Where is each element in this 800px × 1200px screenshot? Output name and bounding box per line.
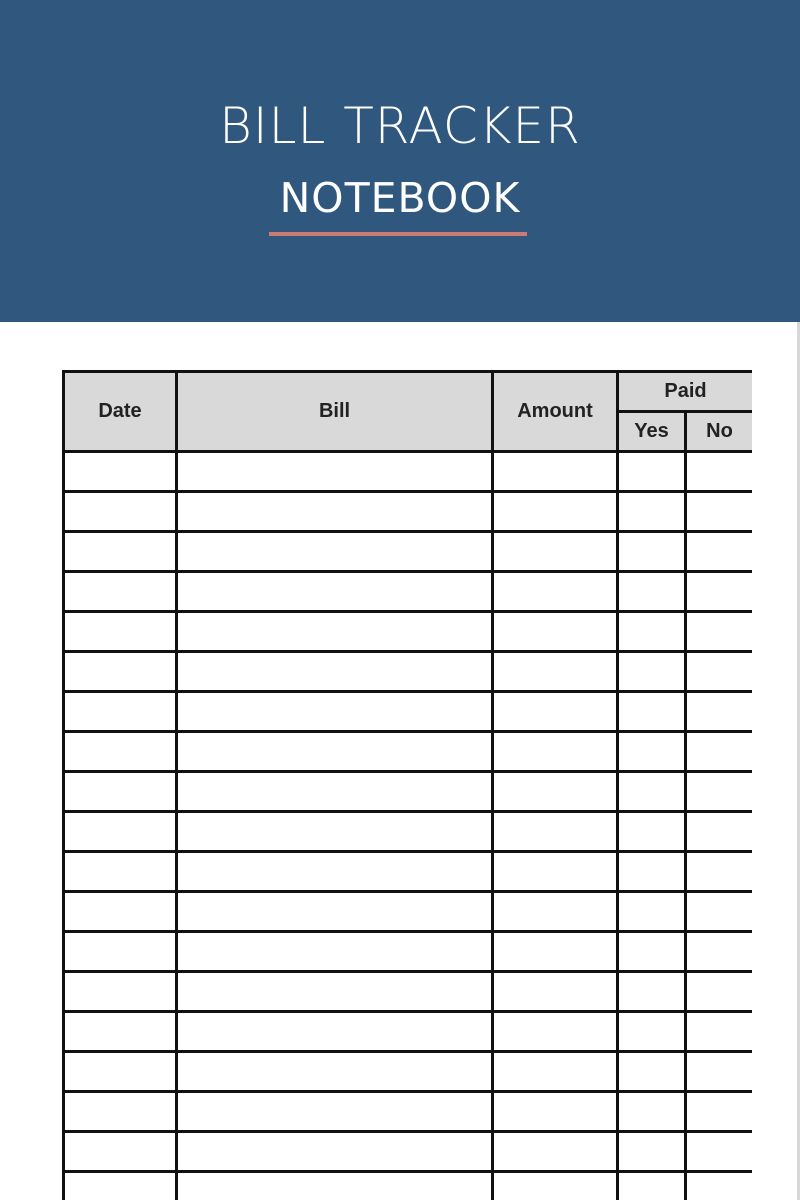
bill-cell[interactable] bbox=[177, 1092, 493, 1132]
paid-no-cell[interactable] bbox=[686, 1132, 753, 1172]
bill-cell[interactable] bbox=[177, 652, 493, 692]
paid-yes-cell[interactable] bbox=[618, 612, 686, 652]
ledger-row bbox=[64, 612, 753, 652]
date-cell[interactable] bbox=[64, 932, 177, 972]
ledger-row bbox=[64, 812, 753, 852]
bill-cell[interactable] bbox=[177, 1172, 493, 1200]
ledger-row bbox=[64, 732, 753, 772]
cover-title: BILL TRACKER bbox=[219, 97, 581, 155]
amount-cell[interactable] bbox=[493, 1052, 618, 1092]
amount-cell[interactable] bbox=[493, 1132, 618, 1172]
ledger-row bbox=[64, 972, 753, 1012]
amount-cell[interactable] bbox=[493, 772, 618, 812]
bill-cell[interactable] bbox=[177, 732, 493, 772]
column-header-date: Date bbox=[64, 372, 177, 452]
amount-cell[interactable] bbox=[493, 972, 618, 1012]
paid-no-cell[interactable] bbox=[686, 812, 753, 852]
paid-no-cell[interactable] bbox=[686, 972, 753, 1012]
paid-no-cell[interactable] bbox=[686, 732, 753, 772]
paid-yes-cell[interactable] bbox=[618, 812, 686, 852]
date-cell[interactable] bbox=[64, 652, 177, 692]
ledger-row bbox=[64, 572, 753, 612]
bill-cell[interactable] bbox=[177, 852, 493, 892]
date-cell[interactable] bbox=[64, 1052, 177, 1092]
bill-cell[interactable] bbox=[177, 892, 493, 932]
ledger-row bbox=[64, 1092, 753, 1132]
amount-cell[interactable] bbox=[493, 532, 618, 572]
paid-yes-cell[interactable] bbox=[618, 1132, 686, 1172]
bill-cell[interactable] bbox=[177, 1132, 493, 1172]
amount-cell[interactable] bbox=[493, 492, 618, 532]
column-header-paid-no: No bbox=[686, 412, 753, 452]
paid-yes-cell[interactable] bbox=[618, 1052, 686, 1092]
paid-yes-cell[interactable] bbox=[618, 732, 686, 772]
amount-cell[interactable] bbox=[493, 932, 618, 972]
paid-yes-cell[interactable] bbox=[618, 452, 686, 492]
date-cell[interactable] bbox=[64, 612, 177, 652]
amount-cell[interactable] bbox=[493, 1172, 618, 1200]
ledger-row bbox=[64, 1172, 753, 1200]
paid-no-cell[interactable] bbox=[686, 932, 753, 972]
paid-no-cell[interactable] bbox=[686, 1052, 753, 1092]
cover-subtitle: NOTEBOOK bbox=[279, 174, 521, 222]
bill-cell[interactable] bbox=[177, 692, 493, 732]
date-cell[interactable] bbox=[64, 1092, 177, 1132]
bill-cell[interactable] bbox=[177, 812, 493, 852]
amount-cell[interactable] bbox=[493, 732, 618, 772]
paid-no-cell[interactable] bbox=[686, 892, 753, 932]
paid-yes-cell[interactable] bbox=[618, 492, 686, 532]
date-cell[interactable] bbox=[64, 892, 177, 932]
column-header-bill: Bill bbox=[177, 372, 493, 452]
subtitle-underline bbox=[269, 232, 527, 236]
paid-no-cell[interactable] bbox=[686, 1012, 753, 1052]
date-cell[interactable] bbox=[64, 692, 177, 732]
date-cell[interactable] bbox=[64, 1132, 177, 1172]
ledger-row bbox=[64, 1052, 753, 1092]
column-header-amount: Amount bbox=[493, 372, 618, 452]
bill-table bbox=[62, 370, 752, 1200]
amount-cell[interactable] bbox=[493, 1092, 618, 1132]
paid-no-cell[interactable] bbox=[686, 532, 753, 572]
paid-yes-cell[interactable] bbox=[618, 1012, 686, 1052]
amount-cell[interactable] bbox=[493, 692, 618, 732]
paid-no-cell[interactable] bbox=[686, 772, 753, 812]
date-cell[interactable] bbox=[64, 1172, 177, 1200]
paid-yes-cell[interactable] bbox=[618, 532, 686, 572]
paid-no-cell[interactable] bbox=[686, 1092, 753, 1132]
ledger-row bbox=[64, 852, 753, 892]
date-cell[interactable] bbox=[64, 572, 177, 612]
ledger-row bbox=[64, 772, 753, 812]
bill-cell[interactable] bbox=[177, 612, 493, 652]
bill-cell[interactable] bbox=[177, 972, 493, 1012]
ledger-row bbox=[64, 1132, 753, 1172]
paid-yes-cell[interactable] bbox=[618, 772, 686, 812]
date-cell[interactable] bbox=[64, 1012, 177, 1052]
bill-cell[interactable] bbox=[177, 772, 493, 812]
bill-cell[interactable] bbox=[177, 452, 493, 492]
date-cell[interactable] bbox=[64, 532, 177, 572]
paid-yes-cell[interactable] bbox=[618, 1092, 686, 1132]
amount-cell[interactable] bbox=[493, 812, 618, 852]
bill-cell[interactable] bbox=[177, 1012, 493, 1052]
bill-cell[interactable] bbox=[177, 1052, 493, 1092]
paid-no-cell[interactable] bbox=[686, 852, 753, 892]
ledger-row bbox=[64, 492, 753, 532]
paid-yes-cell[interactable] bbox=[618, 892, 686, 932]
amount-cell[interactable] bbox=[493, 452, 618, 492]
ledger-row bbox=[64, 932, 753, 972]
column-header-paid-yes: Yes bbox=[618, 412, 686, 452]
amount-cell[interactable] bbox=[493, 612, 618, 652]
bill-cell[interactable] bbox=[177, 532, 493, 572]
column-header-paid: Paid bbox=[618, 372, 753, 412]
ledger-row bbox=[64, 652, 753, 692]
amount-cell[interactable] bbox=[493, 572, 618, 612]
bill-cell[interactable] bbox=[177, 492, 493, 532]
date-cell[interactable] bbox=[64, 772, 177, 812]
paid-yes-cell[interactable] bbox=[618, 1172, 686, 1200]
date-cell[interactable] bbox=[64, 492, 177, 532]
cover-header bbox=[0, 0, 800, 322]
date-cell[interactable] bbox=[64, 972, 177, 1012]
bill-ledger bbox=[62, 370, 752, 1200]
amount-cell[interactable] bbox=[493, 892, 618, 932]
paid-no-cell[interactable] bbox=[686, 492, 753, 532]
paid-yes-cell[interactable] bbox=[618, 572, 686, 612]
bill-cell[interactable] bbox=[177, 932, 493, 972]
date-cell[interactable] bbox=[64, 732, 177, 772]
ledger-row bbox=[64, 452, 753, 492]
paid-no-cell[interactable] bbox=[686, 652, 753, 692]
paid-no-cell[interactable] bbox=[686, 572, 753, 612]
paid-no-cell[interactable] bbox=[686, 692, 753, 732]
date-cell[interactable] bbox=[64, 852, 177, 892]
date-cell[interactable] bbox=[64, 812, 177, 852]
paid-yes-cell[interactable] bbox=[618, 972, 686, 1012]
paid-yes-cell[interactable] bbox=[618, 852, 686, 892]
paid-no-cell[interactable] bbox=[686, 1172, 753, 1200]
paid-no-cell[interactable] bbox=[686, 612, 753, 652]
paid-yes-cell[interactable] bbox=[618, 692, 686, 732]
bill-cell[interactable] bbox=[177, 572, 493, 612]
amount-cell[interactable] bbox=[493, 852, 618, 892]
amount-cell[interactable] bbox=[493, 652, 618, 692]
date-cell[interactable] bbox=[64, 452, 177, 492]
amount-cell[interactable] bbox=[493, 1012, 618, 1052]
ledger-row bbox=[64, 532, 753, 572]
paid-yes-cell[interactable] bbox=[618, 652, 686, 692]
paid-no-cell[interactable] bbox=[686, 452, 753, 492]
paid-yes-cell[interactable] bbox=[618, 932, 686, 972]
ledger-row bbox=[64, 892, 753, 932]
ledger-rows bbox=[64, 452, 753, 1200]
ledger-row bbox=[64, 1012, 753, 1052]
ledger-row bbox=[64, 692, 753, 732]
